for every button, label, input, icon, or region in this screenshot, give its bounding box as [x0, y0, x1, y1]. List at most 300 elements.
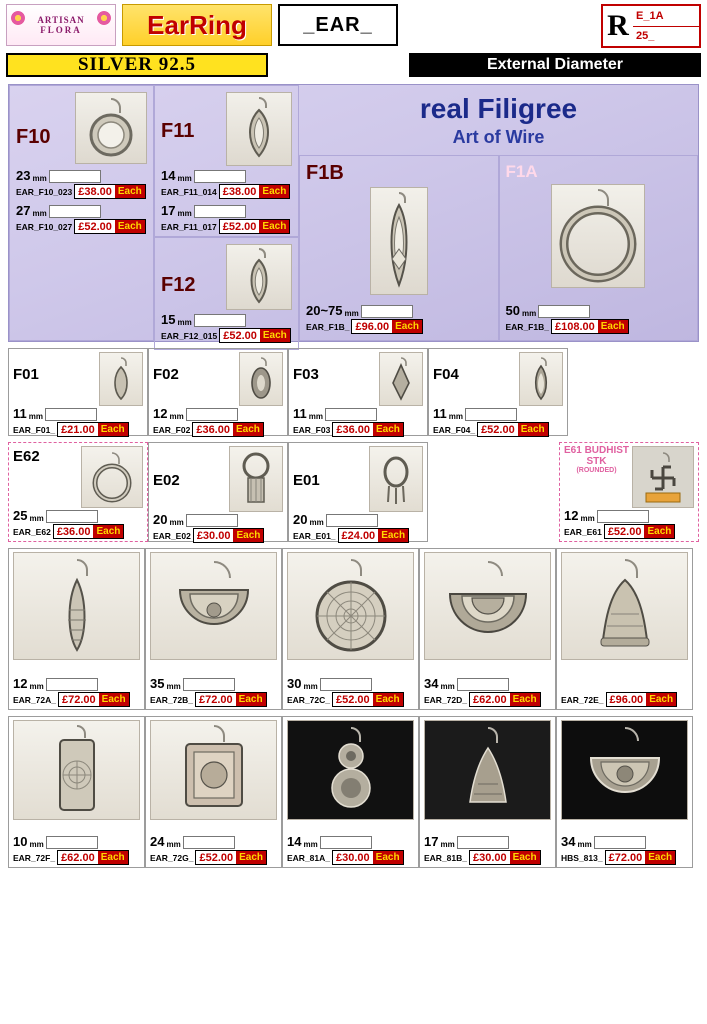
price-tag — [469, 692, 541, 707]
product-cell-F02[interactable] — [148, 348, 288, 436]
price-amount: £36.00 — [54, 525, 94, 538]
product-cell-F12[interactable] — [154, 237, 299, 350]
size-value: 23 — [16, 168, 31, 183]
product-photo — [150, 552, 277, 660]
product-photo — [226, 92, 292, 166]
size-input-blank[interactable] — [326, 514, 378, 527]
price-amount: £30.00 — [194, 529, 234, 542]
size-unit: mm — [32, 174, 47, 183]
price-amount: £72.00 — [606, 851, 646, 864]
product-code: F1A — [505, 162, 538, 181]
product-cell-E62[interactable] — [8, 442, 148, 542]
earring-illustration — [172, 722, 256, 818]
size-value: 25 — [13, 508, 28, 523]
size-value: 50 — [505, 303, 520, 318]
price-code: EAR_F10_023 — [16, 186, 73, 197]
price-tag — [605, 850, 677, 865]
price-amount: £21.00 — [58, 423, 98, 436]
price-tag — [57, 850, 129, 865]
price-line-1 — [16, 184, 147, 199]
size-input-blank[interactable] — [46, 678, 98, 691]
earring-illustration — [301, 554, 401, 658]
size-unit: mm — [440, 682, 455, 691]
price-code: EAR_81A_ — [287, 852, 330, 863]
product-cell-F11[interactable] — [154, 85, 299, 237]
reference-field-2: 25_ — [636, 30, 655, 43]
price-line — [293, 528, 423, 543]
cell-top — [13, 352, 143, 406]
brand-logo-top: ARTISAN — [37, 15, 85, 25]
cell-bottom — [561, 691, 688, 707]
price-tag — [219, 184, 291, 199]
product-cell-72C[interactable] — [282, 548, 419, 710]
cell-bottom — [153, 406, 283, 437]
size-line — [153, 406, 283, 421]
size-unit: mm — [29, 514, 44, 523]
cell-bottom — [424, 834, 551, 865]
product-photo — [287, 720, 414, 820]
price-unit: Each — [233, 423, 263, 436]
size-unit: mm — [169, 412, 184, 421]
price-code: EAR_F1B_ — [306, 321, 350, 332]
price-line — [564, 524, 694, 539]
price-code: EAR_F11_017 — [161, 221, 217, 232]
size-value: 20 — [153, 512, 168, 527]
product-cell-81A[interactable] — [282, 716, 419, 868]
price-amount: £52.00 — [478, 423, 518, 436]
product-photo — [13, 552, 140, 660]
cell-top — [153, 446, 283, 512]
size-input-blank[interactable] — [325, 408, 377, 421]
size-input-blank[interactable] — [538, 305, 590, 318]
cell-bottom — [153, 512, 283, 543]
size-line — [433, 406, 563, 421]
price-tag — [604, 524, 676, 539]
size-input-blank[interactable] — [194, 205, 246, 218]
price-line — [153, 422, 283, 437]
price-tag — [477, 422, 549, 437]
cell-bottom — [433, 406, 563, 437]
size-unit: mm — [177, 209, 192, 218]
price-unit: Each — [518, 423, 548, 436]
earring-illustration — [577, 722, 673, 818]
product-label-line1: E61 BUDHIST — [564, 445, 630, 456]
flower-icon-right — [97, 11, 111, 25]
size-input-blank[interactable] — [45, 408, 97, 421]
size-value: 34 — [424, 676, 439, 691]
price-tag — [58, 692, 130, 707]
earring-illustration — [239, 448, 273, 510]
size-value: 10 — [13, 834, 28, 849]
size-input-blank[interactable] — [49, 170, 101, 183]
earring-illustration — [50, 722, 104, 818]
price-amount: £108.00 — [552, 320, 598, 333]
size-unit: mm — [344, 309, 359, 318]
cell-top — [293, 352, 423, 406]
product-cell-72E[interactable] — [556, 548, 693, 710]
size-value: 35 — [150, 676, 165, 691]
size-input-blank[interactable] — [186, 408, 238, 421]
price-line — [13, 422, 143, 437]
product-photo — [239, 352, 283, 406]
price-tag — [57, 422, 129, 437]
size-line-1 — [161, 168, 292, 183]
product-photo — [561, 552, 688, 660]
price-code: EAR_E02 — [153, 530, 191, 541]
size-value: 20 — [293, 512, 308, 527]
cell-bottom — [13, 508, 143, 539]
category-code: _EAR_ — [278, 4, 398, 46]
price-amount: £38.00 — [220, 185, 260, 198]
size-line — [424, 676, 551, 691]
size-unit: mm — [169, 518, 184, 527]
product-cell-F01[interactable] — [8, 348, 148, 436]
size-line — [287, 676, 414, 691]
size-unit: mm — [580, 514, 595, 523]
product-cell-72A[interactable] — [8, 548, 145, 710]
price-tag — [469, 850, 541, 865]
price-unit: Each — [598, 320, 628, 333]
size-line — [293, 406, 423, 421]
size-line — [13, 508, 143, 523]
price-amount: £36.00 — [193, 423, 233, 436]
size-unit: mm — [32, 209, 47, 218]
price-tag — [219, 219, 291, 234]
price-line — [293, 422, 423, 437]
header-spacer — [398, 4, 601, 52]
product-label-line3: (ROUNDED) — [576, 467, 617, 474]
price-unit: Each — [373, 693, 403, 706]
price-unit: Each — [260, 329, 290, 342]
silver-purity-badge: SILVER 92.5 — [6, 53, 268, 77]
price-line-2 — [161, 219, 292, 234]
reference-fields — [633, 6, 699, 46]
price-code: EAR_72A_ — [13, 694, 56, 705]
product-label-line2: STK — [586, 455, 607, 467]
price-amount: £72.00 — [196, 693, 236, 706]
price-code: EAR_F04_ — [433, 424, 476, 435]
price-tag — [332, 850, 404, 865]
size-input-blank[interactable] — [46, 510, 98, 523]
price-code: EAR_F01_ — [13, 424, 56, 435]
product-photo — [561, 720, 688, 820]
product-cell-81B[interactable] — [419, 716, 556, 868]
product-photo — [424, 552, 551, 660]
size-unit: mm — [177, 318, 192, 327]
product-row-72-top — [8, 548, 699, 710]
price-unit: Each — [259, 185, 289, 198]
price-amount: £52.00 — [605, 525, 645, 538]
product-photo — [424, 720, 551, 820]
product-row-e — [8, 442, 699, 542]
size-input-blank[interactable] — [320, 678, 372, 691]
cell-top — [153, 352, 283, 406]
product-cell-72D[interactable] — [419, 548, 556, 710]
size-unit: mm — [309, 518, 324, 527]
price-line — [13, 524, 143, 539]
price-tag — [338, 528, 410, 543]
size-value: 11 — [13, 406, 27, 421]
size-value: 14 — [287, 834, 302, 849]
product-photo — [379, 352, 423, 406]
reference-field-1: E_1A — [633, 6, 699, 27]
product-photo — [551, 184, 645, 288]
product-code: F10 — [16, 126, 51, 148]
size-input-blank[interactable] — [361, 305, 413, 318]
reference-letter: R — [607, 9, 629, 42]
size-input-blank[interactable] — [49, 205, 101, 218]
cell-bottom — [13, 834, 140, 865]
size-line-2 — [16, 203, 147, 218]
price-line-1 — [506, 319, 629, 334]
product-cell-E01[interactable] — [288, 442, 428, 542]
product-photo — [150, 720, 277, 820]
earring-illustration — [47, 554, 107, 658]
row-e-spacer — [428, 442, 559, 542]
product-code: E02 — [153, 472, 180, 489]
product-code: F1B — [306, 162, 344, 184]
size-value: 34 — [561, 834, 576, 849]
price-code: EAR_E62 — [13, 526, 51, 537]
product-cell-72B[interactable] — [145, 548, 282, 710]
size-unit: mm — [303, 840, 318, 849]
price-amount: £62.00 — [58, 851, 98, 864]
product-code: F04 — [433, 366, 459, 383]
product-photo — [226, 244, 292, 310]
price-tag — [193, 528, 265, 543]
price-unit: Each — [646, 693, 676, 706]
price-unit: Each — [115, 220, 145, 233]
earring-illustration — [458, 722, 518, 818]
size-unit: mm — [166, 840, 181, 849]
size-input-blank[interactable] — [194, 170, 246, 183]
earring-illustration — [554, 186, 642, 286]
price-amount: £62.00 — [470, 693, 510, 706]
price-tag — [351, 319, 423, 334]
size-line — [424, 834, 551, 849]
earring-illustration — [108, 355, 134, 403]
size-unit: mm — [29, 840, 44, 849]
price-unit: Each — [99, 693, 129, 706]
price-amount: £38.00 — [75, 185, 115, 198]
size-input-blank[interactable] — [457, 836, 509, 849]
price-line — [424, 692, 551, 707]
price-line — [287, 692, 414, 707]
earring-illustration — [528, 355, 554, 403]
product-photo — [370, 187, 428, 295]
size-value: 12 — [564, 508, 579, 523]
page-header — [0, 0, 707, 52]
silver-bar-row — [0, 52, 707, 80]
size-unit: mm — [577, 840, 592, 849]
price-unit: Each — [373, 851, 403, 864]
price-code: HBS_813_ — [561, 852, 603, 863]
price-line-1 — [161, 184, 292, 199]
cell-bottom — [564, 508, 694, 539]
earring-illustration — [239, 94, 279, 164]
cell-bottom — [424, 676, 551, 707]
product-cell-F1B[interactable] — [299, 155, 499, 341]
size-unit: mm — [28, 412, 43, 421]
price-unit: Each — [645, 851, 675, 864]
price-amount: £52.00 — [196, 851, 236, 864]
size-line — [150, 676, 277, 691]
price-unit: Each — [259, 220, 289, 233]
price-unit: Each — [510, 851, 540, 864]
price-amount: £72.00 — [59, 693, 99, 706]
earring-illustration — [436, 556, 540, 656]
price-unit: Each — [98, 851, 128, 864]
price-tag — [551, 319, 629, 334]
product-cell-E02[interactable] — [148, 442, 288, 542]
price-line — [153, 528, 283, 543]
cell-bottom — [150, 676, 277, 707]
price-unit: Each — [236, 851, 266, 864]
earring-illustration — [379, 189, 419, 293]
product-cell-E61[interactable] — [559, 442, 699, 542]
price-tag — [195, 850, 267, 865]
price-code: EAR_F02 — [153, 424, 191, 435]
product-code: F01 — [13, 366, 39, 383]
price-tag — [192, 422, 264, 437]
product-photo — [229, 446, 283, 512]
cell-bottom — [293, 512, 423, 543]
earring-illustration — [162, 556, 266, 656]
price-amount: £52.00 — [333, 693, 373, 706]
size-line — [287, 834, 414, 849]
price-code: EAR_72G_ — [150, 852, 194, 863]
price-code: EAR_72E_ — [561, 694, 604, 705]
price-amount: £30.00 — [333, 851, 373, 864]
price-amount: £96.00 — [352, 320, 392, 333]
size-input-blank[interactable] — [465, 408, 517, 421]
size-value: 11 — [433, 406, 447, 421]
product-code: F02 — [153, 366, 179, 383]
product-row-72-bottom — [8, 716, 699, 868]
size-value: 30 — [287, 676, 302, 691]
product-cell-F1A[interactable] — [499, 155, 699, 341]
size-unit: mm — [177, 174, 192, 183]
size-value: 20~75 — [306, 303, 343, 318]
product-photo — [632, 446, 694, 508]
price-code: EAR_F11_014 — [161, 186, 217, 197]
cell-top — [293, 446, 423, 512]
size-line — [153, 512, 283, 527]
product-cell-F10[interactable] — [9, 85, 154, 341]
size-unit: mm — [521, 309, 537, 318]
size-unit: mm — [166, 682, 181, 691]
size-input-blank[interactable] — [183, 678, 235, 691]
filigree-panel — [8, 84, 699, 342]
product-cell-72F[interactable] — [8, 716, 145, 868]
size-line — [13, 834, 140, 849]
cell-bottom — [561, 834, 688, 865]
size-value: 17 — [161, 203, 176, 218]
filigree-title-block — [299, 93, 698, 148]
size-input-blank[interactable] — [194, 314, 246, 327]
size-input-blank[interactable] — [594, 836, 646, 849]
price-code: EAR_E61 — [564, 526, 602, 537]
size-input-blank[interactable] — [186, 514, 238, 527]
price-unit: Each — [233, 529, 263, 542]
price-tag — [606, 692, 678, 707]
product-photo — [13, 720, 140, 820]
size-input-blank[interactable] — [597, 510, 649, 523]
product-cell-F04[interactable] — [428, 348, 568, 436]
earring-illustration — [88, 449, 136, 505]
product-code: F12 — [161, 274, 196, 296]
price-line — [433, 422, 563, 437]
price-code: EAR_F12_015 — [161, 330, 218, 341]
price-code: EAR_72D_ — [424, 694, 467, 705]
price-line — [287, 850, 414, 865]
size-input-blank[interactable] — [46, 836, 98, 849]
price-unit: Each — [392, 320, 422, 333]
cell-bottom — [150, 834, 277, 865]
price-unit: Each — [236, 693, 266, 706]
cell-top — [433, 352, 563, 406]
cell-bottom — [287, 834, 414, 865]
size-line-1 — [306, 303, 423, 318]
earring-illustration — [321, 722, 381, 818]
product-photo — [99, 352, 143, 406]
earring-illustration — [241, 246, 277, 308]
filigree-subtitle: Art of Wire — [452, 127, 545, 147]
price-tag — [53, 524, 125, 539]
price-line — [424, 850, 551, 865]
brand-logo-bottom: FLORA — [40, 25, 82, 35]
size-input-blank[interactable] — [320, 836, 372, 849]
cell-bottom — [293, 406, 423, 437]
price-unit: Each — [115, 185, 145, 198]
size-line-1 — [506, 303, 629, 318]
size-value: 14 — [161, 168, 176, 183]
price-code: EAR_72C_ — [287, 694, 330, 705]
product-cell-F03[interactable] — [288, 348, 428, 436]
price-line — [561, 692, 688, 707]
price-tag — [332, 692, 404, 707]
price-line — [150, 850, 277, 865]
price-unit: Each — [510, 693, 540, 706]
price-tag — [74, 219, 146, 234]
size-unit: mm — [29, 682, 44, 691]
price-line-1 — [161, 328, 292, 343]
price-line-2 — [16, 219, 147, 234]
price-unit: Each — [378, 529, 408, 542]
external-diameter-banner: External Diameter — [409, 53, 701, 77]
price-code: EAR_72B_ — [150, 694, 193, 705]
product-code: F03 — [293, 366, 319, 383]
price-amount: £36.00 — [333, 423, 373, 436]
product-photo — [75, 92, 147, 164]
product-cell-72G[interactable] — [145, 716, 282, 868]
product-photo — [369, 446, 423, 512]
price-amount: £24.00 — [339, 529, 379, 542]
price-code: EAR_81B_ — [424, 852, 467, 863]
size-line-1 — [16, 168, 147, 183]
size-input-blank[interactable] — [183, 836, 235, 849]
brand-logo — [6, 4, 116, 46]
size-value: 17 — [424, 834, 439, 849]
price-unit: Each — [644, 525, 674, 538]
product-cell-HBS813[interactable] — [556, 716, 693, 868]
cell-top — [564, 446, 694, 508]
size-input-blank[interactable] — [457, 678, 509, 691]
price-amount: £52.00 — [220, 329, 260, 342]
price-amount: £30.00 — [470, 851, 510, 864]
earring-illustration — [585, 554, 665, 658]
price-tag — [332, 422, 404, 437]
